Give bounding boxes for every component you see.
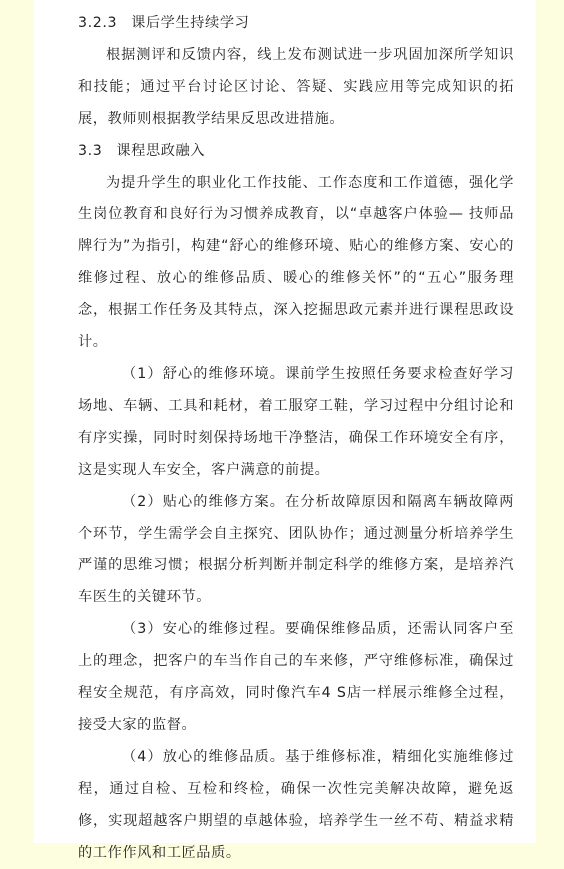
section-title: 课程思政融入 bbox=[116, 142, 206, 159]
section-heading-3-3 bbox=[78, 136, 514, 168]
list-item: （2）贴心的维修方案。在分析故障原因和隔离车辆故障两个环节，学生需学会自主探究、团队协作；通过测量分析培养学生严谨的思维习惯；根据分析判断并制定科学的维修方案，是培养汽车医生的关键环节。 bbox=[78, 493, 514, 606]
list-item: （4）放心的维修品质。基于维修标准，精细化实施维修过程，通过自检、互检和终检，确保一次性完美解决故障，避免返修，实现超越客户期望的卓越体验，培养学生一丝不苟、精益求精的工作作风和工匠品质。 bbox=[78, 748, 514, 861]
paragraph: 根据测评和反馈内容，线上发布测试进一步巩固加深所学知识和技能；通过平台讨论区讨论、答疑、实践应用等完成知识的拓展，教师则根据教学结果反思改进措施。 bbox=[78, 46, 514, 127]
section-title: 课后学生持续学习 bbox=[131, 15, 250, 31]
paragraph: 为提升学生的职业化工作技能、工作态度和工作道德，强化学生岗位教育和良好行为习惯养成教育，以“卓越客户体验— 技师品牌行为”为指引，构建“舒心的维修环境、贴心的维修方案、安心的维修过程、放心的维修品质、暖心的维修关怀”的“五心”服务理念，根据工作任务及其特点，深入挖掘思政元素并进行课程思政设计。 bbox=[78, 174, 514, 351]
list-item: （1）舒心的维修环境。课前学生按照任务要求检查好学习场地、车辆、工具和耗材，着工服穿工鞋，学习过程中分组讨论和有序实操，同时时刻保持场地干净整洁，确保工作环境安全有序，这是实现人车安全，客户满意的前提。 bbox=[78, 365, 514, 478]
list-item: （3）安心的维修过程。要确保维修品质，还需认同客户至上的理念，把客户的车当作自己的车来修，严守维修标准，确保过程安全规范，有序高效，同时像汽车4 S店一样展示维修全过程，接受大家的监督。 bbox=[78, 621, 514, 733]
section-heading-3-2-3 bbox=[78, 8, 514, 40]
document-body bbox=[34, 0, 536, 869]
section-number: 3.3 bbox=[78, 142, 103, 159]
document-page bbox=[34, 0, 536, 861]
section-number: 3.2.3 bbox=[78, 15, 118, 31]
